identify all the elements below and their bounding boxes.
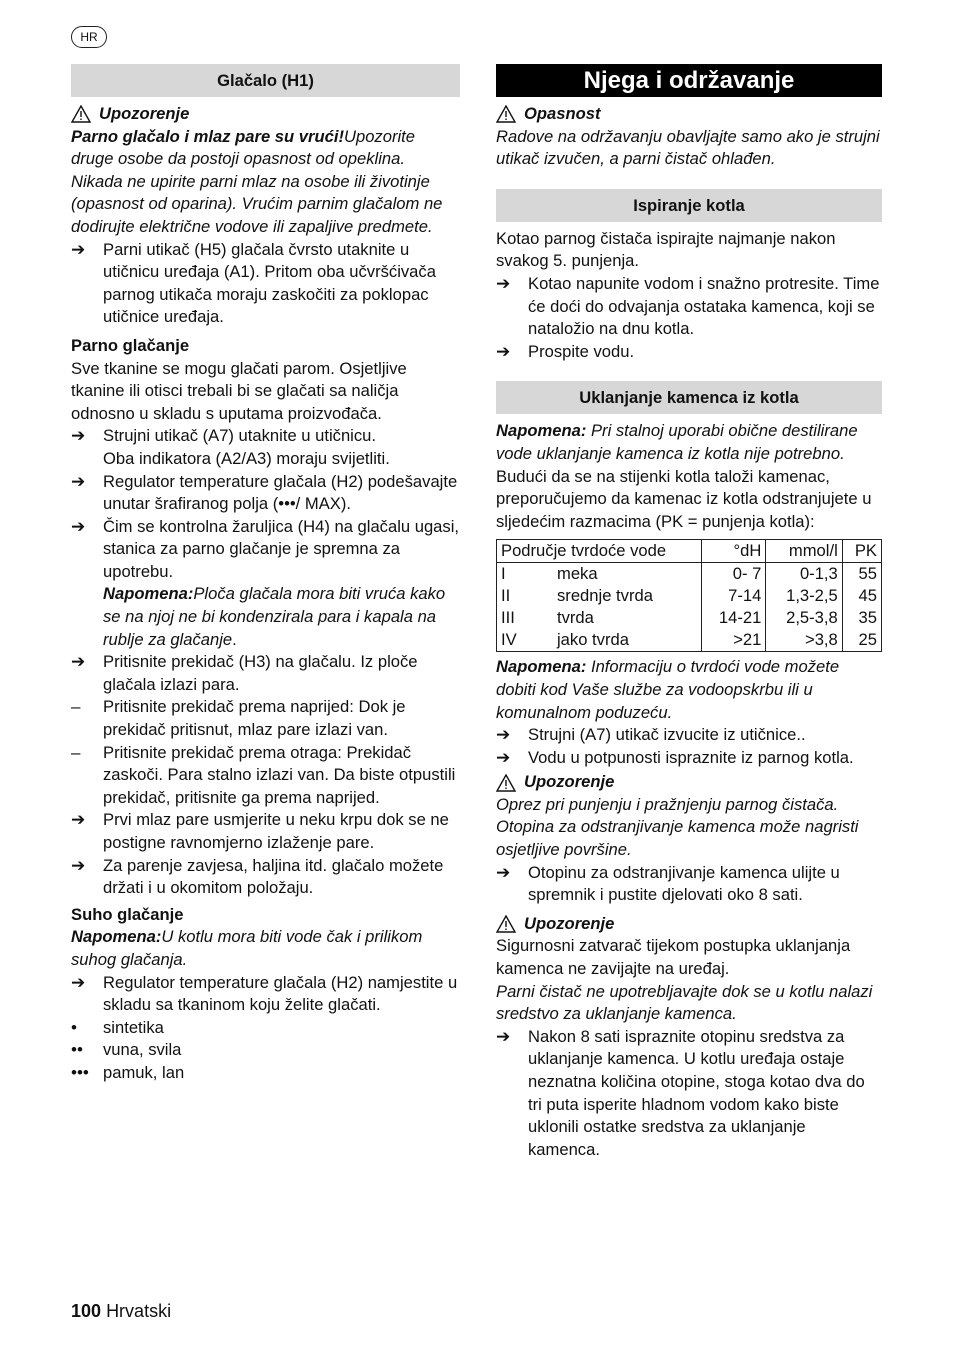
- table-row: [497, 563, 882, 586]
- table-cell: tvrda: [553, 607, 701, 629]
- instruction-step: [496, 862, 882, 907]
- note-text: Informaciju o tvrdoći vode možete dobiti kod Vaše službe za vodoopskrbu ili u komunalnom poduzeću.: [496, 657, 840, 722]
- instruction-step: [71, 809, 460, 854]
- water-hardness-table: [496, 539, 882, 652]
- arrow-icon: ➔: [496, 747, 511, 767]
- table-cell: 45: [842, 585, 881, 607]
- table-cell: 1,3-2,5: [766, 585, 842, 607]
- step-text: Prospite vodu.: [528, 341, 635, 361]
- dash-marker: –: [71, 742, 81, 762]
- arrow-icon: ➔: [496, 725, 511, 745]
- table-row: [497, 585, 882, 607]
- section-header-rinse: Ispiranje kotla: [496, 189, 882, 222]
- arrow-icon: ➔: [71, 855, 86, 875]
- step-text: Strujni (A7) utikač izvucite iz utičnice..: [528, 725, 806, 745]
- table-cell: 0-1,3: [766, 563, 842, 586]
- instruction-step: [496, 1026, 882, 1162]
- table-row: [497, 607, 882, 629]
- left-column: [71, 64, 460, 1085]
- arrow-icon: ➔: [71, 652, 86, 672]
- table-cell: >3,8: [766, 629, 842, 652]
- danger-label: Opasnost: [524, 104, 601, 123]
- note-label: Napomena:: [103, 584, 194, 604]
- note-text: Pri stalnoj uporabi obične destilirane vode uklanjanje kamenca iz kotla nije potrebno.: [496, 421, 858, 463]
- fabric-label: pamuk, lan: [103, 1062, 185, 1082]
- step-text: Regulator temperature glačala (H2) namjestite u skladu sa tkaninom koju želite glačati.: [103, 972, 458, 1015]
- table-cell: III: [497, 607, 554, 629]
- table-header-cell: PK: [842, 540, 881, 563]
- arrow-icon: ➔: [71, 810, 86, 830]
- fabric-label: sintetika: [103, 1017, 164, 1037]
- instruction-step: [496, 747, 882, 770]
- arrow-icon: ➔: [71, 471, 86, 491]
- instruction-step: [71, 516, 460, 652]
- note-label: Napomena:: [496, 657, 587, 677]
- steam-intro: Sve tkanine se mogu glačati parom. Osjetljive tkanine ili otisci trebali bi se glačati sa naličja odnosno u skladu s uputama proizvođača.: [71, 358, 407, 423]
- step-text: Prvi mlaz pare usmjerite u neku krpu dok se ne postigne ravnomjerno izlaženje pare.: [103, 810, 449, 852]
- warning-block: [496, 913, 882, 936]
- arrow-icon: ➔: [71, 972, 86, 992]
- footer-language: Hrvatski: [106, 1301, 172, 1321]
- warning-text: Oprez pri punjenju i pražnjenju parnog čistača. Otopina za odstranjivanje kamenca može nagristi osjetljive površine.: [496, 794, 859, 860]
- arrow-icon: ➔: [71, 516, 86, 536]
- note-end: .: [232, 629, 237, 649]
- subheading-dry: Suho glačanje: [71, 904, 184, 924]
- instruction-step: [71, 239, 460, 329]
- warning-triangle-icon: [71, 105, 91, 123]
- table-header-cell: mmol/l: [766, 540, 842, 563]
- warning-block: [71, 103, 460, 126]
- descale-note: [496, 420, 882, 465]
- table-cell: 25: [842, 629, 881, 652]
- step-text: [103, 425, 460, 470]
- table-header-cell: °dH: [701, 540, 766, 563]
- warning-body: Upozorite druge osobe da postoji opasnost od opeklina. Nikada ne upirite parni mlaz na osobe ili životinje (opasnost od oparina). Vrućim parnim glačalom ne dodirujte električne vodove ili zapaljive predmete.: [71, 126, 443, 236]
- step-line: Strujni utikač (A7) utaknite u utičnicu.: [103, 426, 377, 446]
- arrow-icon: ➔: [496, 1026, 511, 1046]
- step-text: Za parenje zavjesa, haljina itd. glačalo možete držati i u okomitom položaju.: [103, 855, 444, 898]
- table-cell: 7-14: [701, 585, 766, 607]
- warning-label: Upozorenje: [524, 772, 615, 792]
- note-text: U kotlu mora biti vode čak i prilikom suhog glačanja.: [71, 927, 423, 969]
- step-line: Oba indikatora (A2/A3) moraju svijetliti.: [103, 448, 390, 468]
- dash-marker: –: [71, 697, 81, 717]
- fabric-label: vuna, svila: [103, 1040, 182, 1060]
- instruction-step: [496, 273, 882, 341]
- arrow-icon: ➔: [496, 273, 511, 293]
- arrow-icon: ➔: [496, 862, 511, 882]
- table-cell: >21: [701, 629, 766, 652]
- dash-item: [71, 742, 460, 810]
- subheading-steam: Parno glačanje: [71, 335, 190, 355]
- step-text: Regulator temperature glačala (H2) podešavajte unutar šrafiranog polja (•••/ MAX).: [103, 471, 458, 514]
- step-line: Čim se kontrolna žaruljica (H4) na glačalu ugasi, stanica za parno glačanje je spremna za upotrebu.: [103, 516, 460, 581]
- section-header-maintenance: Njega i održavanje: [496, 64, 882, 97]
- note-label: Napomena:: [71, 927, 162, 947]
- step-text: Otopinu za odstranjivanje kamenca ulijte u spremnik i pustite djelovati oko 8 sati.: [528, 862, 840, 905]
- arrow-icon: ➔: [71, 426, 86, 446]
- descale-note-2: [496, 656, 882, 724]
- rinse-intro: Kotao parnog čistača ispirajte najmanje nakon svakog 5. punjenja.: [496, 228, 836, 271]
- dry-note: [71, 926, 460, 971]
- warning-triangle-icon: [496, 915, 516, 933]
- instruction-step: [71, 425, 460, 470]
- dash-text: Pritisnite prekidač prema naprijed: Dok je prekidač pritisnut, mlaz pare izlazi van.: [103, 697, 406, 740]
- dots-marker: •••: [71, 1062, 89, 1082]
- warning-triangle-icon: [496, 105, 516, 123]
- fabric-item: [71, 1017, 460, 1040]
- step-text: Nakon 8 sati ispraznite otopinu sredstva za uklanjanje kamenca. U kotlu uređaja ostaje neznatna količina otopine, stoga kotao dva do tri puta isperite hladnom vodom kako biste uklonili ostatke sredstva za uklanjanje kamenca.: [528, 1026, 865, 1159]
- table-header-cell: Područje tvrdoće vode: [497, 540, 702, 563]
- warning-text: Sigurnosni zatvarač tijekom postupka uklanjanja kamenca ne zavijajte na uređaj.: [496, 936, 851, 979]
- section-header-descale: Uklanjanje kamenca iz kotla: [496, 381, 882, 414]
- instruction-step: [71, 972, 460, 1017]
- dots-marker: ••: [71, 1040, 83, 1060]
- table-cell: 14-21: [701, 607, 766, 629]
- note-label: Napomena:: [496, 421, 587, 441]
- dots-marker: •: [71, 1017, 77, 1037]
- instruction-step: [71, 471, 460, 516]
- right-column: [496, 64, 882, 1161]
- step-text: Parni utikač (H5) glačala čvrsto utaknite u utičnicu uređaja (A1). Pritom oba učvršćivača parnog utikača moraju zaskočiti za poklopac utičnice uređaja.: [103, 239, 436, 327]
- instruction-step: [71, 651, 460, 696]
- warning-label: Upozorenje: [524, 913, 615, 933]
- table-cell: srednje tvrda: [553, 585, 701, 607]
- note-text: Ploča glačala mora biti vruća kako se na njoj ne bi kondenzirala para i kapala na rublje za glačanje: [103, 584, 446, 649]
- table-cell: meka: [553, 563, 701, 586]
- step-text: Kotao napunite vodom i snažno protresite. Time će doći do odvajanja ostataka kamenca, koji se nataložio na dnu kotla.: [528, 273, 880, 339]
- warning-text-2: Parni čistač ne upotrebljavajte dok se u kotlu nalazi sredstvo za uklanjanje kamenca.: [496, 981, 873, 1024]
- table-cell: IV: [497, 629, 554, 652]
- table-header-row: [497, 540, 882, 563]
- section-header-iron: Glačalo (H1): [71, 64, 460, 97]
- table-cell: II: [497, 585, 554, 607]
- dash-text: Pritisnite prekidač prema otraga: Prekidač zaskoči. Para stalno izlazi van. Da biste otpustili prekidač, pritisnite ga prema naprijed.: [103, 742, 456, 807]
- fabric-item: [71, 1039, 460, 1062]
- danger-text: Radove na održavanju obavljajte samo ako je strujni utikač izvučen, a parni čistač ohlađen.: [496, 126, 880, 169]
- table-cell: jako tvrda: [553, 629, 701, 652]
- table-cell: 55: [842, 563, 881, 586]
- page-number: 100: [71, 1301, 102, 1321]
- step-text: [103, 516, 460, 652]
- language-badge: HR: [71, 26, 107, 48]
- instruction-step: [496, 724, 882, 747]
- warning-label: Upozorenje: [99, 104, 190, 123]
- instruction-step: [71, 855, 460, 900]
- dash-item: [71, 696, 460, 741]
- page-footer: [71, 1300, 171, 1323]
- table-cell: 35: [842, 607, 881, 629]
- danger-block: [496, 103, 882, 126]
- table-row: [497, 629, 882, 652]
- table-cell: I: [497, 563, 554, 586]
- table-cell: 0- 7: [701, 563, 766, 586]
- step-text: Pritisnite prekidač (H3) na glačalu. Iz ploče glačala izlazi para.: [103, 652, 418, 694]
- warning-lead: Parno glačalo i mlaz pare su vrući!: [71, 126, 344, 146]
- arrow-icon: ➔: [71, 239, 86, 259]
- fabric-item: [71, 1062, 460, 1085]
- warning-triangle-icon: [496, 774, 516, 792]
- warning-block: [496, 771, 882, 794]
- table-cell: 2,5-3,8: [766, 607, 842, 629]
- arrow-icon: ➔: [496, 341, 511, 361]
- step-text: Vodu u potpunosti ispraznite iz parnog kotla.: [528, 747, 854, 767]
- warning-text: [71, 126, 460, 239]
- descale-intro: Budući da se na stijenki kotla taloži kamenac, preporučujemo da kamenac iz kotla odstranjujete u sljedećim razmacima (PK = punjenja kotla):: [496, 466, 872, 531]
- instruction-step: [496, 341, 882, 364]
